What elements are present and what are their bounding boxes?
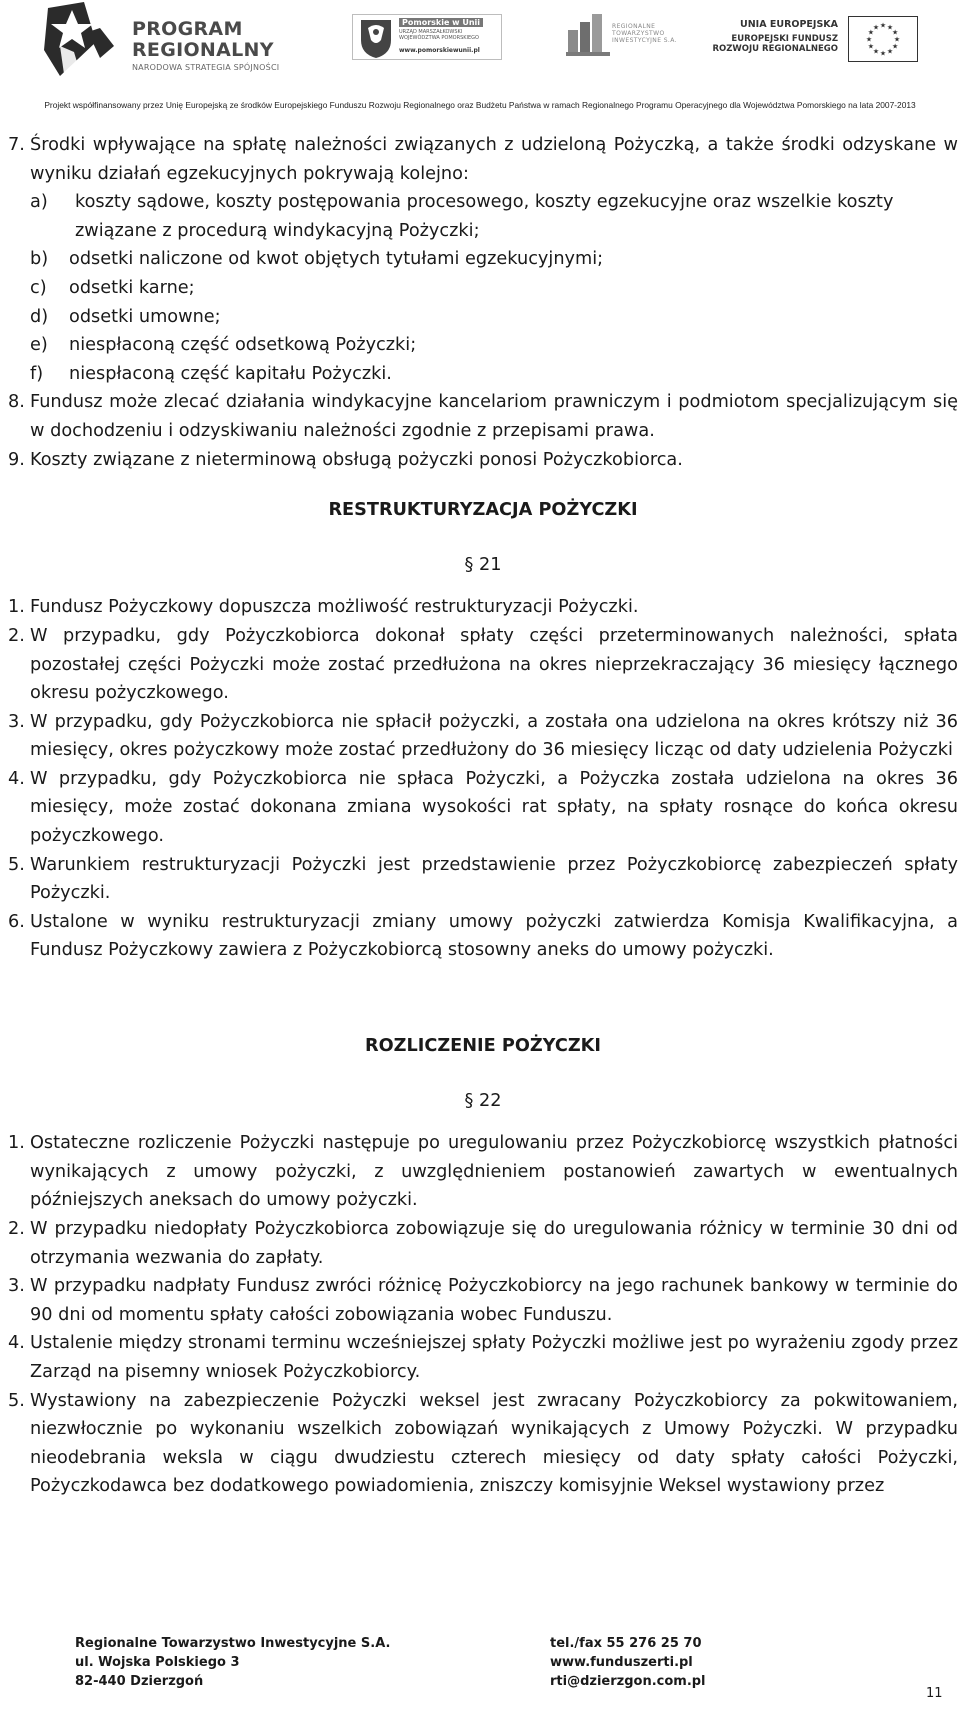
item-text: Fundusz może zlecać działania windykacyjne kancelariom prawniczym i podmiotom specjalizującym się w dochodzeniu i odzyskiwaniu należności zgodnie z przepisami prawa. — [30, 392, 958, 441]
item-number: 9. — [8, 449, 25, 470]
list-item — [8, 446, 958, 475]
item-text: Środki wpływające na spłatę należności związanych z udzieloną Pożyczką, a także środki odzyskane w wyniku działań egzekucyjnych pokrywają kolejno: — [30, 135, 958, 184]
item-number: 7. — [8, 135, 25, 155]
eu-logo — [708, 12, 918, 66]
sub-list-item — [8, 274, 958, 303]
eu-star-icon: ★ — [886, 47, 894, 56]
eu-star-icon: ★ — [867, 42, 875, 51]
logo-pomorskie-url: www.pomorskiewunii.pl — [399, 47, 480, 54]
list-item — [8, 1129, 958, 1215]
list-item — [8, 388, 958, 445]
footer-address — [75, 1634, 475, 1691]
footer-phone: tel./fax 55 276 25 70 — [550, 1636, 702, 1651]
sub-item-letter: e) — [30, 335, 48, 356]
sub-item-text: odsetki naliczone od kwot objętych tytułami egzekucyjnymi; — [69, 249, 604, 270]
logo-rti-line2: TOWARZYSTWO — [612, 29, 665, 37]
item-text: Ustalone w wyniku restrukturyzacji zmiany umowy pożyczki zatwierdza Komisja Kwalifikacyjna, a Fundusz Pożyczkowy zawiera z Pożyczkobiorcą stosowny aneks do umowy pożyczki. — [30, 911, 958, 961]
sub-item-text: odsetki karne; — [69, 277, 195, 298]
page-header — [0, 0, 960, 110]
logo-eu-line3: ROZWOJU REGIONALNEGO — [712, 43, 838, 54]
logo-pomorskie-line2: URZĄD MARSZAŁKOWSKI WOJEWÓDZTWA POMORSKIEGO — [399, 29, 479, 41]
program-regionalny-logo — [44, 2, 284, 78]
sub-item-text: niespłaconą część kapitału Pożyczki. — [69, 363, 392, 384]
logo-eu-line1: UNIA EUROPEJSKA — [740, 19, 838, 30]
list-item — [8, 593, 958, 622]
rti-emblem-icon — [566, 12, 610, 62]
list-item — [8, 1387, 958, 1501]
logo-program-line3: NARODOWA STRATEGIA SPÓJNOŚCI — [132, 63, 280, 72]
sub-list-item — [8, 188, 958, 245]
section-heading-settlement: ROZLICZENIE POŻYCZKI — [365, 1036, 601, 1057]
item-text: Ostateczne rozliczenie Pożyczki następuje po uregulowaniu przez Pożyczkobiorcę wszystkich płatności wynikających z umowy pożyczki, z uwzględnieniem postanowień zawartych w ewentualnych późniejszych aneksach do umowy pożyczki. — [30, 1133, 958, 1211]
footer-website[interactable]: www.funduszerti.pl — [550, 1655, 693, 1670]
eu-star-icon: ★ — [891, 42, 899, 51]
sub-item-text: niespłaconą część odsetkową Pożyczki; — [69, 335, 417, 356]
item-text: W przypadku niedopłaty Pożyczkobiorca zobowiązuje się do uregulowania różnicy w terminie 30 dni od otrzymania wezwania do zapłaty. — [30, 1219, 958, 1268]
project-cofinancing-line: Projekt współfinansowany przez Unię Europejską ze środków Europejskiego Funduszu Rozwoju Regionalnego oraz Budżetu Państwa w ramach Regionalnego Programu Operacyjnego dla Województwa Pomorskiego na lata 2007-2013 — [44, 100, 916, 110]
item-text: Koszty związane z nieterminową obsługą pożyczki ponosi Pożyczkobiorca. — [30, 449, 683, 470]
item-number: 1. — [8, 1133, 25, 1154]
item-number: 8. — [8, 392, 25, 413]
logo-program-line1: PROGRAM — [132, 18, 243, 40]
item-number: 2. — [8, 625, 25, 646]
eu-star-icon: ★ — [893, 35, 901, 44]
item-text: Fundusz Pożyczkowy dopuszcza możliwość restrukturyzacji Pożyczki. — [30, 597, 639, 618]
item-number: 5. — [8, 1390, 25, 1411]
list-item — [8, 1329, 958, 1386]
item-number: 3. — [8, 1276, 25, 1297]
logo-rti-line1: REGIONALNE — [612, 23, 656, 30]
item-text: Wystawiony na zabezpieczenie Pożyczki weksel jest zwracany Pożyczkobiorcy za pokwitowaniem, niezwłocznie po wykonaniu wszelkich zobowiązań wynikających z Umowy Pożyczki. W przypadku nieodebrania weksla w ciągu dwudziestu czterech miesięcy od daty spłaty całości Pożyczki, Pożyczkodawca bez dodatkowego powiadomienia, zniszczy komisyjnie Weksel wystawiony przez — [30, 1390, 958, 1497]
list-item — [8, 708, 958, 765]
sub-list-item — [8, 245, 958, 274]
paragraph-number: § 22 — [464, 1090, 502, 1111]
sub-list-item — [8, 303, 958, 332]
sub-item-letter: f) — [30, 363, 44, 384]
sub-item-letter: d) — [30, 306, 49, 327]
sub-list-item — [8, 360, 958, 389]
eu-star-icon: ★ — [886, 23, 894, 32]
list-item — [8, 765, 958, 851]
program-regionalny-emblem-icon — [44, 2, 128, 78]
footer-contact — [550, 1634, 800, 1691]
eu-star-icon: ★ — [867, 28, 875, 37]
pomorskie-crest-icon — [355, 16, 397, 60]
item-number: 5. — [8, 854, 25, 875]
footer-city: 82-440 Dzierzgoń — [75, 1674, 204, 1689]
logo-program-line2: REGIONALNY — [132, 39, 274, 61]
eu-flag-icon — [848, 16, 918, 62]
sub-item-letter: c) — [30, 277, 47, 298]
list-item — [8, 851, 958, 908]
item-text: W przypadku nadpłaty Fundusz zwróci różnicę Pożyczkobiorcy na jego rachunek bankowy w terminie do 90 dni od momentu spłaty całości zobowiązania wobec Funduszu. — [30, 1276, 958, 1325]
eu-star-icon: ★ — [891, 28, 899, 37]
sub-item-text: koszty sądowe, koszty postępowania procesowego, koszty egzekucyjne oraz wszelkie koszty związane z procedurą windykacyjną Pożyczki; — [75, 192, 894, 241]
eu-star-icon: ★ — [879, 21, 887, 30]
item-number: 4. — [8, 1333, 25, 1354]
item-text: Ustalenie między stronami terminu wcześniejszej spłaty Pożyczki możliwe jest po wyrażeniu zgody przez Zarząd na pisemny wniosek Pożyczkobiorcy. — [30, 1333, 958, 1382]
list-item — [8, 1215, 958, 1272]
eu-star-icon: ★ — [872, 23, 880, 32]
footer-company: Regionalne Towarzystwo Inwestycyjne S.A. — [75, 1636, 391, 1651]
item-text: W przypadku, gdy Pożyczkobiorca nie spłaca Pożyczki, a Pożyczka została udzielona na okres 36 miesięcy, może zostać dokonana zmiana wysokości rat spłaty, na spłaty rosnące do końca okresu pożyczkowego. — [30, 768, 958, 847]
logo-pomorskie-line1: Pomorskie w Unii — [399, 18, 483, 27]
section-heading-restructuring: RESTRUKTURYZACJA POŻYCZKI — [328, 500, 638, 521]
item-number: 1. — [8, 597, 25, 618]
logo-eu-line2: EUROPEJSKI FUNDUSZ — [731, 33, 838, 44]
eu-star-icon: ★ — [872, 47, 880, 56]
footer-email[interactable]: rti@dzierzgon.com.pl — [550, 1674, 706, 1689]
pomorskie-logo — [352, 14, 502, 60]
sub-item-letter: a) — [30, 192, 48, 213]
logo-rti-line3: INWESTYCYJNE S.A. — [612, 36, 677, 44]
item-text: W przypadku, gdy Pożyczkobiorca nie spłacił pożyczki, a została ona udzielona na okres krótszy niż 36 miesięcy, okres pożyczkowy może zostać przedłużony do 36 miesięcy licząc od daty udzielenia Pożyczki — [30, 711, 958, 761]
item-number: 6. — [8, 911, 25, 932]
eu-star-icon: ★ — [879, 49, 887, 58]
paragraph-number: § 21 — [464, 554, 502, 575]
sub-item-text: odsetki umowne; — [69, 306, 221, 327]
list-item — [8, 908, 958, 965]
list-item — [8, 131, 958, 188]
document-body — [8, 131, 958, 1501]
page-number: 11 — [926, 1686, 943, 1701]
footer-street: ul. Wojska Polskiego 3 — [75, 1655, 240, 1670]
list-item — [8, 622, 958, 708]
sub-item-letter: b) — [30, 249, 49, 270]
list-item — [8, 1272, 958, 1329]
item-number: 4. — [8, 768, 25, 789]
sub-list-item — [8, 331, 958, 360]
eu-star-icon: ★ — [865, 35, 873, 44]
item-number: 3. — [8, 711, 25, 732]
item-number: 2. — [8, 1219, 25, 1239]
item-text: Warunkiem restrukturyzacji Pożyczki jest przedstawienie przez Pożyczkobiorcę zabezpieczeń spłaty Pożyczki. — [30, 854, 958, 904]
rti-logo — [566, 12, 696, 62]
item-text: W przypadku, gdy Pożyczkobiorca dokonał spłaty części przeterminowanych należności, spłata pozostałej części Pożyczki może zostać przedłużona na okres nieprzekraczający 36 miesięcy łącznego okresu pożyczkowego. — [30, 625, 958, 704]
